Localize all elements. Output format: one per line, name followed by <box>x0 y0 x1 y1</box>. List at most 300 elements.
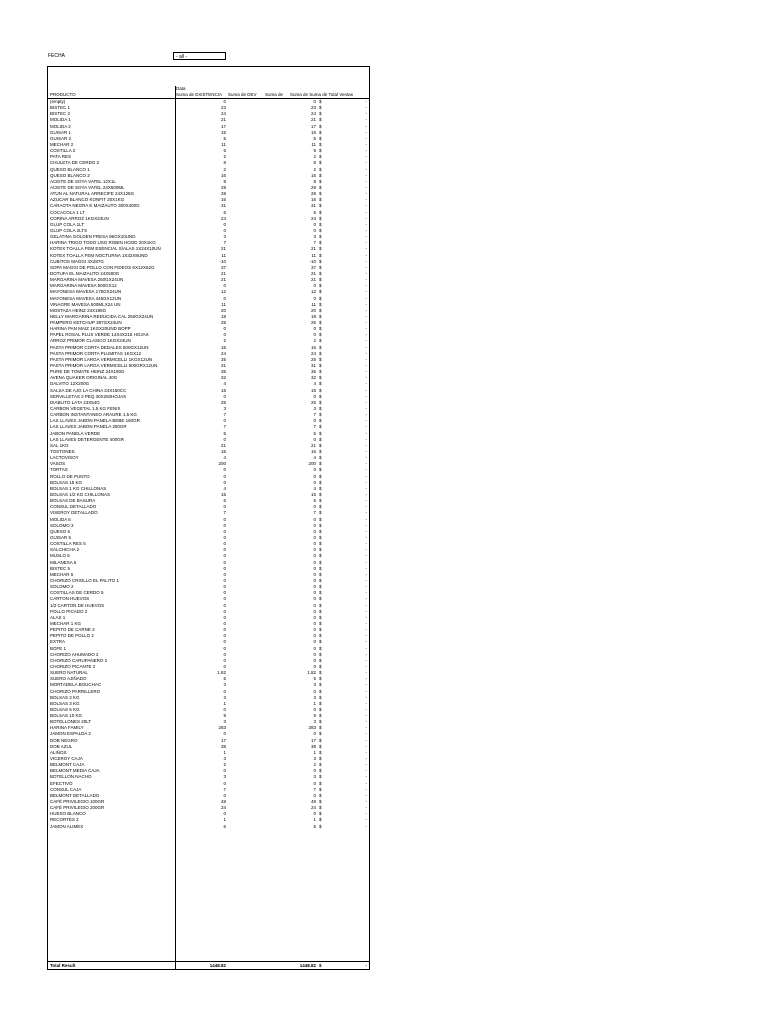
cell-dev: 15 <box>310 129 316 135</box>
cell-currency: $ <box>319 762 322 768</box>
cell-producto: SOLOMO 3 <box>50 522 74 528</box>
cell-dev: 9 <box>313 713 316 719</box>
cell-producto: COSTILLAS DE CERDO 5 <box>50 590 104 596</box>
cell-dev: 3 <box>313 774 316 780</box>
cell-producto: LAS LLAVES DETERGENTE 400GR <box>50 436 124 442</box>
cell-existencia: 0 <box>223 283 226 289</box>
cell-producto: LACTOVISOY <box>50 455 79 461</box>
cell-total-ventas: - <box>365 117 367 123</box>
cell-total-ventas: - <box>365 719 367 725</box>
cell-total-ventas: - <box>365 387 367 393</box>
cell-currency: $ <box>319 565 322 571</box>
table-row <box>48 824 369 830</box>
cell-producto: JAMON ESPALDA 2 <box>50 731 91 737</box>
cell-currency: $ <box>319 227 322 233</box>
cell-currency: $ <box>319 338 322 344</box>
cell-currency: $ <box>319 498 322 504</box>
cell-dev: 17 <box>310 123 316 129</box>
cell-dev: 25 <box>310 356 316 362</box>
cell-existencia: 0 <box>223 688 226 694</box>
cell-existencia: 0 <box>223 541 226 547</box>
cell-total-ventas: - <box>365 780 367 786</box>
cell-currency: $ <box>319 141 322 147</box>
cell-existencia: 1 <box>223 749 226 755</box>
cell-total-ventas: - <box>365 197 367 203</box>
cell-producto: 1/2 CARTON DE HUEVOS <box>50 602 105 608</box>
cell-producto: SOLOMO 2 <box>50 584 74 590</box>
cell-total-ventas: - <box>365 326 367 332</box>
cell-total-ventas: - <box>365 633 367 639</box>
cell-producto: PATA RES <box>50 154 72 160</box>
cell-currency: $ <box>319 350 322 356</box>
cell-existencia: 7 <box>223 424 226 430</box>
cell-total-ventas: - <box>365 768 367 774</box>
cell-existencia: 0 <box>223 553 226 559</box>
cell-producto: HARINA TRIGO TODO USO ROBIN HOOD 20X1KG <box>50 240 156 246</box>
cell-dev: 0 <box>313 811 316 817</box>
cell-producto: CAFÉ PRIVILEGIO 100GR <box>50 799 105 805</box>
cell-total-ventas: - <box>365 743 367 749</box>
cell-producto: MOSTAZA HEINZ 24X195G <box>50 307 107 313</box>
cell-existencia: 1 <box>223 817 226 823</box>
cell-dev: 7 <box>313 240 316 246</box>
cell-dev: 24 <box>310 215 316 221</box>
cell-producto: MOLIDA 5 <box>50 516 71 522</box>
cell-existencia: 25 <box>220 399 226 405</box>
cell-dev: 23 <box>310 105 316 111</box>
cell-dev: 15 <box>310 492 316 497</box>
cell-existencia: 31 <box>220 203 226 209</box>
cell-producto: CHULETA DE CERDO 2 <box>50 160 100 166</box>
cell-existencia: 21 <box>220 442 226 448</box>
cell-dev: 7 <box>313 786 316 792</box>
cell-dev: -10 <box>309 258 316 264</box>
cell-total-ventas: - <box>365 498 367 504</box>
filter-dropdown[interactable]: - all - <box>173 52 226 60</box>
cell-existencia: 16 <box>220 197 226 203</box>
cell-total-ventas: - <box>365 504 367 510</box>
cell-dev: 21 <box>310 117 316 123</box>
cell-currency: $ <box>319 780 322 786</box>
cell-currency: $ <box>319 768 322 774</box>
cell-existencia: -10 <box>219 258 226 264</box>
cell-existencia: 7 <box>223 240 226 246</box>
cell-currency: $ <box>319 670 322 676</box>
cell-existencia: 0 <box>223 436 226 442</box>
cell-existencia: 8 <box>223 160 226 166</box>
cell-dev: 0 <box>313 602 316 608</box>
cell-dev: 283 <box>308 725 316 731</box>
cell-existencia: 11 <box>221 141 226 147</box>
cell-producto: JABON PANELA VERDE <box>50 430 101 436</box>
cell-total-ventas: - <box>365 111 367 117</box>
cell-existencia: 11 <box>221 252 226 258</box>
cell-total-ventas: - <box>365 596 367 602</box>
cell-existencia: 283 <box>218 725 226 731</box>
total-ventas: - <box>365 963 367 968</box>
cell-currency: $ <box>319 737 322 743</box>
cell-total-ventas: - <box>365 749 367 755</box>
cell-producto: CARBON INSTANTANEO ARAURE 1,5 KG <box>50 412 137 418</box>
cell-existencia: 3 <box>223 694 226 700</box>
cell-dev: 4 <box>313 455 316 461</box>
cell-dev: 24 <box>310 805 316 811</box>
cell-producto: COSTILLA RES 5 <box>50 541 86 547</box>
cell-existencia: 0 <box>223 577 226 583</box>
cell-currency: $ <box>319 817 322 823</box>
cell-total-ventas: - <box>365 547 367 553</box>
cell-dev: 11 <box>311 301 316 307</box>
cell-producto: SERVILLETAS 2 PEQ 30X250HOJAS <box>50 393 127 399</box>
cell-dev: 0 <box>313 528 316 534</box>
cell-total-ventas: - <box>365 565 367 571</box>
cell-total-ventas: - <box>365 620 367 626</box>
cell-total-ventas: - <box>365 663 367 669</box>
cell-existencia: 11 <box>221 301 226 307</box>
cell-existencia: 0 <box>223 227 226 233</box>
cell-dev: 0 <box>313 227 316 233</box>
cell-existencia: 0 <box>223 780 226 786</box>
cell-total-ventas: - <box>365 559 367 565</box>
cell-existencia: 24 <box>220 805 226 811</box>
cell-existencia: 28 <box>220 191 226 197</box>
cell-producto: PEPITO DE CARNE 2 <box>50 627 95 633</box>
cell-currency: $ <box>319 387 322 393</box>
cell-dev: 24 <box>310 350 316 356</box>
cell-total-ventas: - <box>365 191 367 197</box>
cell-dev: 6 <box>313 209 316 215</box>
cell-currency: $ <box>319 369 322 375</box>
cell-currency: $ <box>319 240 322 246</box>
cell-total-ventas: - <box>365 172 367 178</box>
cell-total-ventas: - <box>365 627 367 633</box>
cell-producto: CHORIZO CARUPANERO 2 <box>50 657 108 663</box>
cell-dev: 0 <box>313 99 316 104</box>
cell-producto: COSTILLA 2 <box>50 148 76 154</box>
cell-total-ventas: - <box>365 221 367 227</box>
cell-dev: 29 <box>310 184 316 190</box>
cell-existencia: 18 <box>220 313 226 319</box>
cell-existencia: 0 <box>223 467 226 473</box>
cell-producto: CORINA ARROZ 1KGX24UN <box>50 215 109 221</box>
cell-producto: BOLSAS 3 KG <box>50 700 80 706</box>
cell-producto: VASOS <box>50 461 66 467</box>
cell-total-ventas: - <box>365 363 367 369</box>
cell-currency: $ <box>319 129 322 135</box>
cell-total-ventas: - <box>365 430 367 436</box>
cell-currency: $ <box>319 154 322 160</box>
cell-existencia: 0 <box>223 516 226 522</box>
cell-total-ventas: - <box>365 614 367 620</box>
cell-producto: CHORIZO CRIOLLO EL PALITO 1 <box>50 577 119 583</box>
cell-producto: CONSUL DETALLADO <box>50 504 97 510</box>
cell-producto: MILANESA 5 <box>50 559 77 565</box>
cell-total-ventas: - <box>365 608 367 614</box>
cell-total-ventas: - <box>365 455 367 461</box>
cell-dev: 0 <box>313 657 316 663</box>
cell-dev: 0 <box>313 541 316 547</box>
cell-dev: 11 <box>311 252 316 258</box>
cell-existencia: 25 <box>220 320 226 326</box>
cell-total-ventas: - <box>365 688 367 694</box>
cell-producto: DOB NEGRO <box>50 737 78 743</box>
cell-total-ventas: - <box>365 436 367 442</box>
cell-currency: $ <box>319 283 322 289</box>
cell-producto: BOLSAS 1 KG CHILLONAS <box>50 485 107 491</box>
cell-dev: 0 <box>313 651 316 657</box>
cell-currency: $ <box>319 393 322 399</box>
cell-currency: $ <box>319 602 322 608</box>
cell-total-ventas: - <box>365 657 367 663</box>
cell-dev: 0 <box>313 596 316 602</box>
cell-currency: $ <box>319 719 322 725</box>
cell-dev: 0 <box>313 326 316 332</box>
cell-producto: ACEITE DE SOYA VATEL 12X1L <box>50 178 116 184</box>
cell-existencia: 0 <box>223 559 226 565</box>
cell-dev: 0 <box>313 633 316 639</box>
cell-currency: $ <box>319 264 322 270</box>
cell-total-ventas: - <box>365 209 367 215</box>
cell-currency: $ <box>319 700 322 706</box>
cell-producto: BOLSAS 15 KG <box>50 479 83 485</box>
cell-producto: ARROZ PRIMOR CLASICO 1KGX24UN <box>50 338 131 344</box>
cell-dev: 6 <box>313 823 316 829</box>
cell-total-ventas: - <box>365 528 367 534</box>
cell-dev: 5 <box>313 148 316 154</box>
cell-currency: $ <box>319 197 322 203</box>
cell-total-ventas: - <box>365 553 367 559</box>
cell-currency: $ <box>319 399 322 405</box>
cell-total-ventas: - <box>365 792 367 798</box>
cell-total-ventas: - <box>365 639 367 645</box>
cell-currency: $ <box>319 590 322 596</box>
cell-currency: $ <box>319 105 322 111</box>
cell-producto: SAL 1KG <box>50 442 69 448</box>
cell-producto: AVENA QUAKER ORIGINAL 40G <box>50 375 118 381</box>
cell-existencia: 0 <box>223 614 226 620</box>
cell-producto: (empty) <box>50 99 66 104</box>
cell-dev: 0 <box>313 571 316 577</box>
cell-total-ventas: - <box>365 473 367 479</box>
total-label: Total Result <box>50 963 76 968</box>
cell-existencia: 21 <box>220 117 226 123</box>
cell-dev: 31 <box>310 203 316 209</box>
cell-dev: 4 <box>313 485 316 491</box>
cell-currency: $ <box>319 805 322 811</box>
cell-total-ventas: - <box>365 700 367 706</box>
cell-currency: $ <box>319 436 322 442</box>
cell-producto: POLLO PICADO 2 <box>50 608 88 614</box>
cell-existencia: 0 <box>223 596 226 602</box>
cell-producto: JAMON ALIMEX <box>50 823 84 829</box>
cell-existencia: 0 <box>223 645 226 651</box>
cell-dev: 0 <box>313 768 316 774</box>
cell-existencia: 3 <box>223 406 226 412</box>
cell-currency: $ <box>319 547 322 553</box>
cell-existencia: 5 <box>223 676 226 682</box>
cell-producto: SALSA DE AJO LA CHINA 24X150CC <box>50 387 127 393</box>
cell-currency: $ <box>319 203 322 209</box>
cell-dev: 0 <box>313 645 316 651</box>
cell-currency: $ <box>319 172 322 178</box>
cell-producto: MARGARINA MAVESA 500GX12 <box>50 283 117 289</box>
cell-dev: 0 <box>313 731 316 737</box>
cell-total-ventas: - <box>365 166 367 172</box>
total-dev: 1448.82 <box>299 963 316 968</box>
cell-existencia: 7 <box>223 786 226 792</box>
cell-producto: VINAGRE MAVESA 500MLX24 UN <box>50 301 121 307</box>
cell-producto: PASTA PRIMOR CORTA PLUMITAS 1KGX12 <box>50 350 142 356</box>
cell-currency: $ <box>319 123 322 129</box>
cell-currency: $ <box>319 277 322 283</box>
cell-dev: 1.82 <box>307 670 316 676</box>
cell-dev: 0 <box>313 614 316 620</box>
cell-dev: 15 <box>310 449 316 455</box>
cell-currency: $ <box>319 301 322 307</box>
cell-dev: 15 <box>310 387 316 393</box>
cell-producto: HARINA PAN MAIZ 1KGX20UND BOPP <box>50 326 131 332</box>
cell-producto: DOB AZUL <box>50 743 73 749</box>
cell-producto: PASTA PRIMOR LARGA VERMICELLI 500GRX12UN <box>50 363 158 369</box>
cell-existencia: 24 <box>220 350 226 356</box>
column-header-existencia: Suma de EXISTENCIA <box>176 92 223 97</box>
cell-existencia: 0 <box>223 768 226 774</box>
cell-total-ventas: - <box>365 479 367 485</box>
table-body <box>48 99 369 830</box>
cell-existencia: 9 <box>223 713 226 719</box>
cell-total-ventas: - <box>365 467 367 473</box>
cell-existencia: 0 <box>223 731 226 737</box>
cell-existencia: 7 <box>223 510 226 516</box>
cell-producto: BELMONT CAJA <box>50 762 85 768</box>
cell-total-ventas: - <box>365 492 367 497</box>
cell-dev: 0 <box>313 639 316 645</box>
cell-producto: EXTRA <box>50 639 66 645</box>
cell-total-ventas: - <box>365 817 367 823</box>
cell-existencia: 15 <box>220 129 226 135</box>
cell-total-ventas: - <box>365 516 367 522</box>
cell-currency: $ <box>319 184 322 190</box>
cell-producto: TOSTONES <box>50 449 75 455</box>
cell-existencia: 0 <box>223 706 226 712</box>
cell-currency: $ <box>319 442 322 448</box>
cell-dev: 0 <box>313 565 316 571</box>
cell-dev: 0 <box>313 332 316 338</box>
cell-currency: $ <box>319 326 322 332</box>
cell-producto: CUBITOS MAGGI 4X287G <box>50 258 104 264</box>
cell-total-ventas: - <box>365 449 367 455</box>
cell-total-ventas: - <box>365 774 367 780</box>
cell-dev: 0 <box>313 620 316 626</box>
cell-producto: PASTA PRIMOR LARGA VERMICELLI 1KGX12UN <box>50 356 153 362</box>
cell-existencia: 5 <box>223 135 226 141</box>
cell-total-ventas: - <box>365 270 367 276</box>
cell-total-ventas: - <box>365 141 367 147</box>
cell-dev: 2 <box>313 166 316 172</box>
cell-dev: 0 <box>313 780 316 786</box>
cell-dev: 7 <box>313 424 316 430</box>
cell-total-ventas: - <box>365 381 367 387</box>
cell-currency: $ <box>319 725 322 731</box>
cell-total-ventas: - <box>365 258 367 264</box>
cell-currency: $ <box>319 682 322 688</box>
cell-existencia: 7 <box>223 412 226 418</box>
cell-producto: TORTAS <box>50 467 68 473</box>
cell-total-ventas: - <box>365 406 367 412</box>
cell-currency: $ <box>319 332 322 338</box>
cell-currency: $ <box>319 221 322 227</box>
cell-currency: $ <box>319 479 322 485</box>
cell-producto: DIABLITO LATA 24X54G <box>50 399 100 405</box>
cell-dev: 0 <box>313 584 316 590</box>
cell-existencia: 0 <box>223 633 226 639</box>
cell-currency: $ <box>319 412 322 418</box>
cell-currency: $ <box>319 577 322 583</box>
cell-currency: $ <box>319 234 322 240</box>
cell-dev: 4 <box>313 381 316 387</box>
cell-total-ventas: - <box>365 577 367 583</box>
cell-currency: $ <box>319 731 322 737</box>
cell-existencia: 0 <box>223 608 226 614</box>
cell-total-ventas: - <box>365 602 367 608</box>
cell-dev: 7 <box>313 412 316 418</box>
cell-currency: $ <box>319 289 322 295</box>
cell-existencia: 0 <box>223 547 226 553</box>
cell-currency: $ <box>319 823 322 829</box>
cell-currency: $ <box>319 406 322 412</box>
cell-producto: CHORIZO PARRILLERO <box>50 688 101 694</box>
cell-dev: 0 <box>313 522 316 528</box>
column-header-producto: PRODUCTO <box>50 92 76 97</box>
cell-existencia: 21 <box>220 246 226 252</box>
cell-total-ventas: - <box>365 799 367 805</box>
cell-total-ventas: - <box>365 584 367 590</box>
cell-dev: 200 <box>308 461 316 467</box>
cell-producto: BISTEC 5 <box>50 565 71 571</box>
cell-producto: CAFÉ PRIVILEGIO 200GR <box>50 805 105 811</box>
cell-producto: HUESO BLANCO <box>50 811 86 817</box>
cell-producto: SOPA MAGGI DE POLLO CON FIDEOS 6X12X62G <box>50 264 155 270</box>
cell-total-ventas: - <box>365 399 367 405</box>
cell-currency: $ <box>319 743 322 749</box>
cell-total-ventas: - <box>365 510 367 516</box>
cell-existencia: 1 <box>223 700 226 706</box>
cell-dev: 11 <box>311 141 316 147</box>
total-existencia: 1448.82 <box>209 963 226 968</box>
cell-existencia: 0 <box>223 639 226 645</box>
cell-total-ventas: - <box>365 215 367 221</box>
cell-total-ventas: - <box>365 418 367 424</box>
cell-dev: 3 <box>313 756 316 762</box>
total-currency: $ <box>319 963 322 968</box>
cell-total-ventas: - <box>365 706 367 712</box>
cell-producto: PEPITO DE POLLO 2 <box>50 633 94 639</box>
cell-existencia: 0 <box>223 479 226 485</box>
cell-currency: $ <box>319 528 322 534</box>
cell-dev: 32 <box>310 375 316 381</box>
cell-dev: 28 <box>310 191 316 197</box>
cell-dev: 0 <box>313 553 316 559</box>
cell-currency: $ <box>319 510 322 516</box>
cell-dev: 16 <box>310 172 316 178</box>
cell-currency: $ <box>319 117 322 123</box>
cell-currency: $ <box>319 633 322 639</box>
cell-dev: 5 <box>313 430 316 436</box>
cell-producto: EFECTIVO <box>50 780 73 786</box>
filter-row <box>48 52 228 61</box>
cell-dev: 16 <box>310 197 316 203</box>
cell-existencia: 0 <box>223 663 226 669</box>
